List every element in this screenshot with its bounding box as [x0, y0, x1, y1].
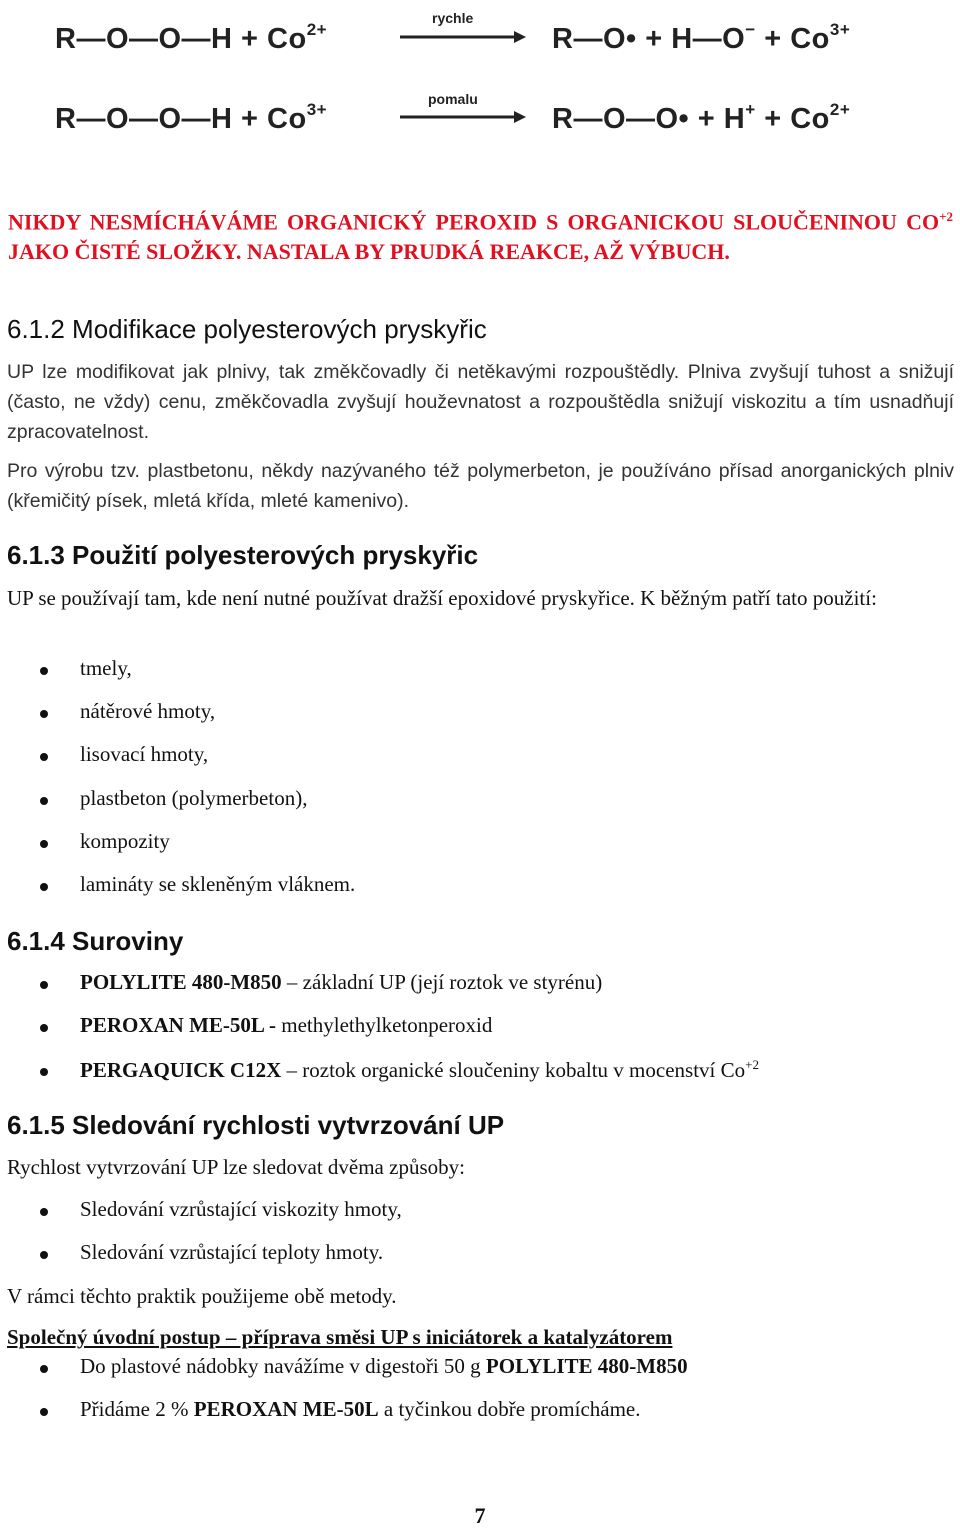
paragraph-methods: V rámci těchto praktik použijeme obě metody.: [7, 1284, 397, 1308]
reaction-equation-1: R—O—O—H + $Co^{2+}$: [55, 20, 328, 55]
reaction-products-2: R—O—O• + $H^+ + Co^{2+}$: [552, 100, 851, 135]
paragraph-modification: UP lze modifikovat jak plnivy, tak změkčovadly či netěkavými rozpouštědly. Plniva zvyšují tuhost a snižují (často, ne vždy) cenu, změkčovadla zvyšují houževnatost a rozpouštědla snižují viskozitu a tím usnadňují zpracovatelnost.: [7, 361, 954, 443]
reaction-products-1: R—O• + H—O− + $Co^{3+}$: [552, 20, 851, 55]
section-heading-6-1-5: 6.1.5 Sledování rychlosti vytvrzování UP: [7, 1110, 505, 1140]
arrow-label-slow: pomalu: [428, 91, 478, 107]
reaction-arrow-icon: [398, 30, 528, 44]
safety-warning: NIKDY NESMÍCHÁVÁME ORGANICKÝ PEROXID S ORGANICKOU SLOUČENINOU $CO^{+2}$ JAKO ČISTÉ SLOŽKY. NASTALA BY PRUDKÁ REAKCE, AŽ VÝBUCH.: [8, 209, 953, 265]
paragraph-plastbeton: Pro výrobu tzv. plastbetonu, někdy nazývaného též polymerbeton, je používáno přísad anorganických plniv (křemičitý písek, mletá křída, mleté kamenivo).: [7, 460, 954, 512]
procedure-title: Společný úvodní postup – příprava směsi UP s iniciátorek a katalyzátorem: [7, 1325, 673, 1349]
section-heading-6-1-2: 6.1.2 Modifikace polyesterových pryskyřic: [7, 314, 487, 344]
reaction-arrow-icon: [398, 110, 528, 124]
reaction-equation-2: R—O—O—H + $Co^{3+}$: [55, 100, 328, 135]
section-heading-6-1-3: 6.1.3 Použití polyesterových pryskyřic: [7, 540, 479, 570]
arrow-label-fast: rychle: [432, 10, 474, 26]
section-heading-6-1-4: 6.1.4 Suroviny: [7, 926, 184, 956]
paragraph-monitoring-intro: Rychlost vytvrzování UP lze sledovat dvěma způsoby:: [7, 1155, 465, 1179]
paragraph-usage: UP se používají tam, kde není nutné používat dražší epoxidové pryskyřice. K běžným patří tato použití:: [7, 586, 877, 610]
page-number: 7: [474, 1503, 486, 1528]
